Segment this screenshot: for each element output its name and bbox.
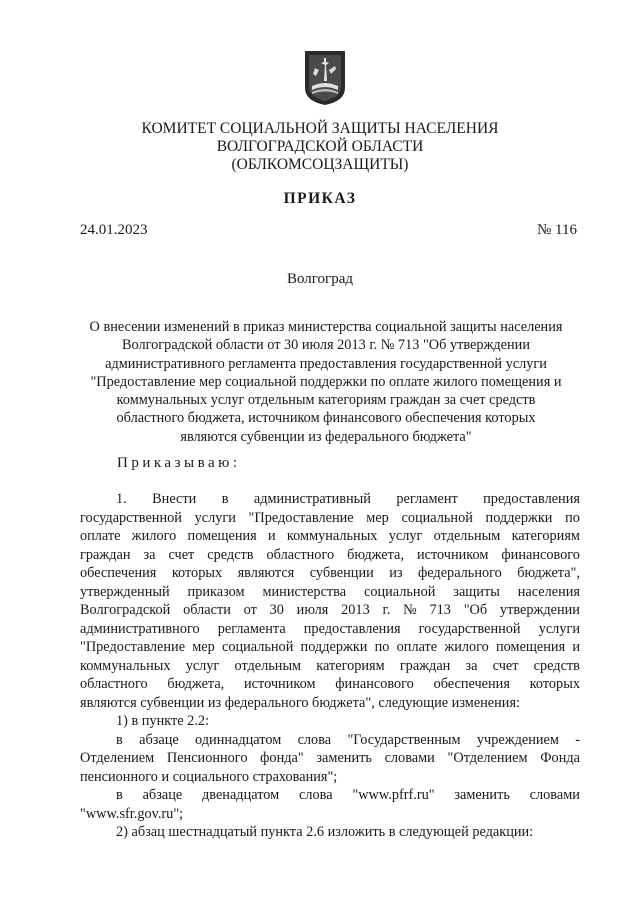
word: услуг: [185, 657, 220, 674]
word: услуги: [194, 509, 236, 526]
word: заменить: [454, 787, 510, 803]
body-line: [80, 657, 580, 676]
word: помещения: [496, 639, 566, 655]
word: 713: [429, 602, 451, 618]
document-body: [80, 490, 580, 842]
subject-line: О внесении изменений в приказ министерства социальной защиты населения: [89, 319, 563, 335]
word: одиннадцатом: [195, 731, 282, 748]
item-heading: 2) абзац шестнадцатый пункта 2.6 изложить в следующей редакции:: [116, 824, 534, 840]
word: отдельным: [234, 657, 302, 674]
word: обеспечения: [433, 676, 510, 692]
word: отдельным: [433, 528, 501, 544]
word: "Об: [463, 602, 488, 618]
document-subject: [50, 318, 602, 446]
word: абзаце: [142, 787, 183, 803]
word: категориям: [511, 528, 580, 544]
word: мер: [366, 509, 389, 526]
word: министерства: [262, 583, 347, 600]
word: административный: [253, 491, 371, 507]
word: из: [389, 565, 403, 581]
word: административного: [80, 620, 200, 637]
word: счет: [492, 657, 519, 674]
word: г.: [382, 602, 391, 618]
word: жилого: [444, 639, 489, 655]
body-line: [80, 601, 580, 620]
org-line: ВОЛГОГРАДСКОЙ ОБЛАСТИ: [216, 138, 424, 155]
subject-line: областного бюджета, источником финансового обеспечения которых: [116, 410, 536, 427]
body-line: [80, 749, 580, 768]
word: помещения: [187, 528, 257, 544]
word: области: [183, 602, 231, 618]
word: средств: [207, 546, 254, 563]
word: финансового: [501, 546, 580, 563]
word: коммунальных: [80, 657, 171, 674]
order-word: Приказываю:: [117, 455, 241, 471]
word: населения: [517, 583, 580, 600]
word: услуг: [388, 528, 423, 544]
word: "Предоставление: [80, 639, 186, 655]
word: в: [116, 787, 123, 803]
word: словами: [529, 787, 580, 803]
word: оплате: [396, 639, 438, 655]
word: регламент: [396, 491, 458, 507]
subject-line: "Предоставление мер социальной поддержки по оплате жилого помещения и: [90, 373, 562, 390]
body-line: пенсионного и социального страхования";: [80, 768, 338, 785]
word: заменить: [316, 750, 372, 766]
word: поддержки: [485, 509, 553, 526]
word: категориям: [316, 657, 385, 674]
word: приказом: [187, 583, 245, 600]
word: социальной: [364, 583, 436, 600]
subject-line: являются субвенции из федерального бюджета": [180, 428, 472, 445]
coat-of-arms-icon: [303, 48, 347, 106]
word: бюджета",: [517, 565, 580, 581]
word: в: [116, 731, 123, 748]
body-line: [80, 546, 580, 565]
word: мер: [192, 639, 215, 655]
body-line: [80, 786, 580, 805]
subject-line: Волгоградской области от 30 июля 2013 г. № 713 "Об утверждении: [122, 337, 530, 354]
word: областного: [266, 546, 335, 563]
body-line: [80, 564, 580, 583]
word: финансового: [335, 676, 414, 692]
document-number: № 116: [536, 222, 577, 238]
word: фонда": [260, 750, 304, 766]
subject-line: административного регламента предоставления государственной услуги: [105, 355, 547, 372]
org-line: КОМИТЕТ СОЦИАЛЬНОЙ ЗАЩИТЫ НАСЕЛЕНИЯ: [141, 120, 499, 137]
word: по: [565, 509, 580, 526]
document-city: Волгоград: [286, 271, 353, 287]
body-line: являются субвенции из федерального бюджета", следующие изменения:: [80, 694, 521, 711]
word: коммунальных: [286, 528, 378, 544]
word: бюджета,: [347, 546, 404, 563]
organization-name: [0, 120, 640, 174]
word: абзаце: [139, 731, 179, 748]
word: источником: [416, 546, 489, 563]
word: за: [143, 546, 156, 563]
body-line: [80, 527, 580, 546]
word: социальной: [401, 509, 473, 526]
word: Отделением: [80, 750, 155, 766]
body-line: [80, 620, 580, 639]
word: утвержденный: [80, 583, 170, 600]
word: по: [374, 639, 390, 655]
word: субвенции: [309, 565, 374, 581]
word: защиты: [453, 583, 500, 600]
word: социальной: [221, 639, 294, 655]
word: "Государственным: [347, 731, 461, 748]
document-type: ПРИКАЗ: [283, 190, 357, 207]
word: за: [465, 657, 478, 674]
word: утверждении: [499, 602, 580, 618]
word: от: [243, 602, 257, 618]
word: двенадцатом: [202, 787, 280, 803]
word: июля: [296, 602, 329, 618]
word: источником: [244, 676, 316, 692]
body-line: [80, 675, 580, 694]
word: 2013: [341, 602, 370, 618]
word: оплате: [80, 528, 121, 544]
word: и: [572, 639, 580, 655]
word: которых: [171, 565, 223, 581]
body-line: [80, 638, 580, 657]
word: услуги: [538, 620, 580, 637]
word: граждан: [80, 546, 131, 563]
subject-line: коммунальных услуг отдельным категориям граждан за счет средств: [116, 392, 536, 409]
word: "Отделением: [447, 750, 528, 766]
word: 1.: [116, 491, 127, 507]
word: слова: [299, 787, 333, 803]
document-date: 24.01.2023: [80, 222, 148, 238]
word: поддержки: [300, 639, 368, 655]
word: которых: [529, 676, 580, 692]
word: федерального: [418, 565, 502, 581]
word: государственной: [418, 620, 521, 637]
body-line: [80, 509, 580, 528]
body-line: [80, 490, 580, 509]
word: граждан: [399, 657, 451, 674]
word: "Предоставление: [248, 509, 354, 526]
word: регламента: [217, 620, 286, 637]
word: словами: [384, 750, 435, 766]
word: в: [221, 491, 229, 507]
word: -: [575, 731, 580, 748]
word: Внести: [152, 491, 197, 507]
body-line: [80, 583, 580, 602]
word: Волгоградской: [80, 602, 171, 618]
word: учреждением: [476, 731, 559, 748]
word: счет: [168, 546, 195, 563]
body-line: [80, 731, 580, 750]
word: обеспечения: [80, 565, 157, 581]
word: Фонда: [540, 750, 580, 766]
word: являются: [237, 565, 295, 581]
word: государственной: [80, 509, 182, 526]
word: и: [267, 528, 276, 544]
word: бюджета,: [167, 676, 225, 692]
word: предоставления: [483, 491, 580, 507]
word: средств: [533, 657, 580, 674]
word: областного: [80, 676, 148, 692]
body-line: "www.sfr.gov.ru";: [80, 805, 184, 822]
word: предоставления: [303, 620, 401, 637]
org-line: (ОБЛКОМСОЦЗАЩИТЫ): [231, 156, 409, 173]
word: Пенсионного: [166, 750, 248, 766]
word: №: [403, 602, 417, 618]
word: жилого: [131, 528, 177, 544]
word: слова: [297, 731, 332, 748]
item-heading: 1) в пункте 2.2:: [116, 713, 210, 729]
word: "www.pfrf.ru": [352, 787, 435, 803]
word: 30: [269, 602, 284, 618]
